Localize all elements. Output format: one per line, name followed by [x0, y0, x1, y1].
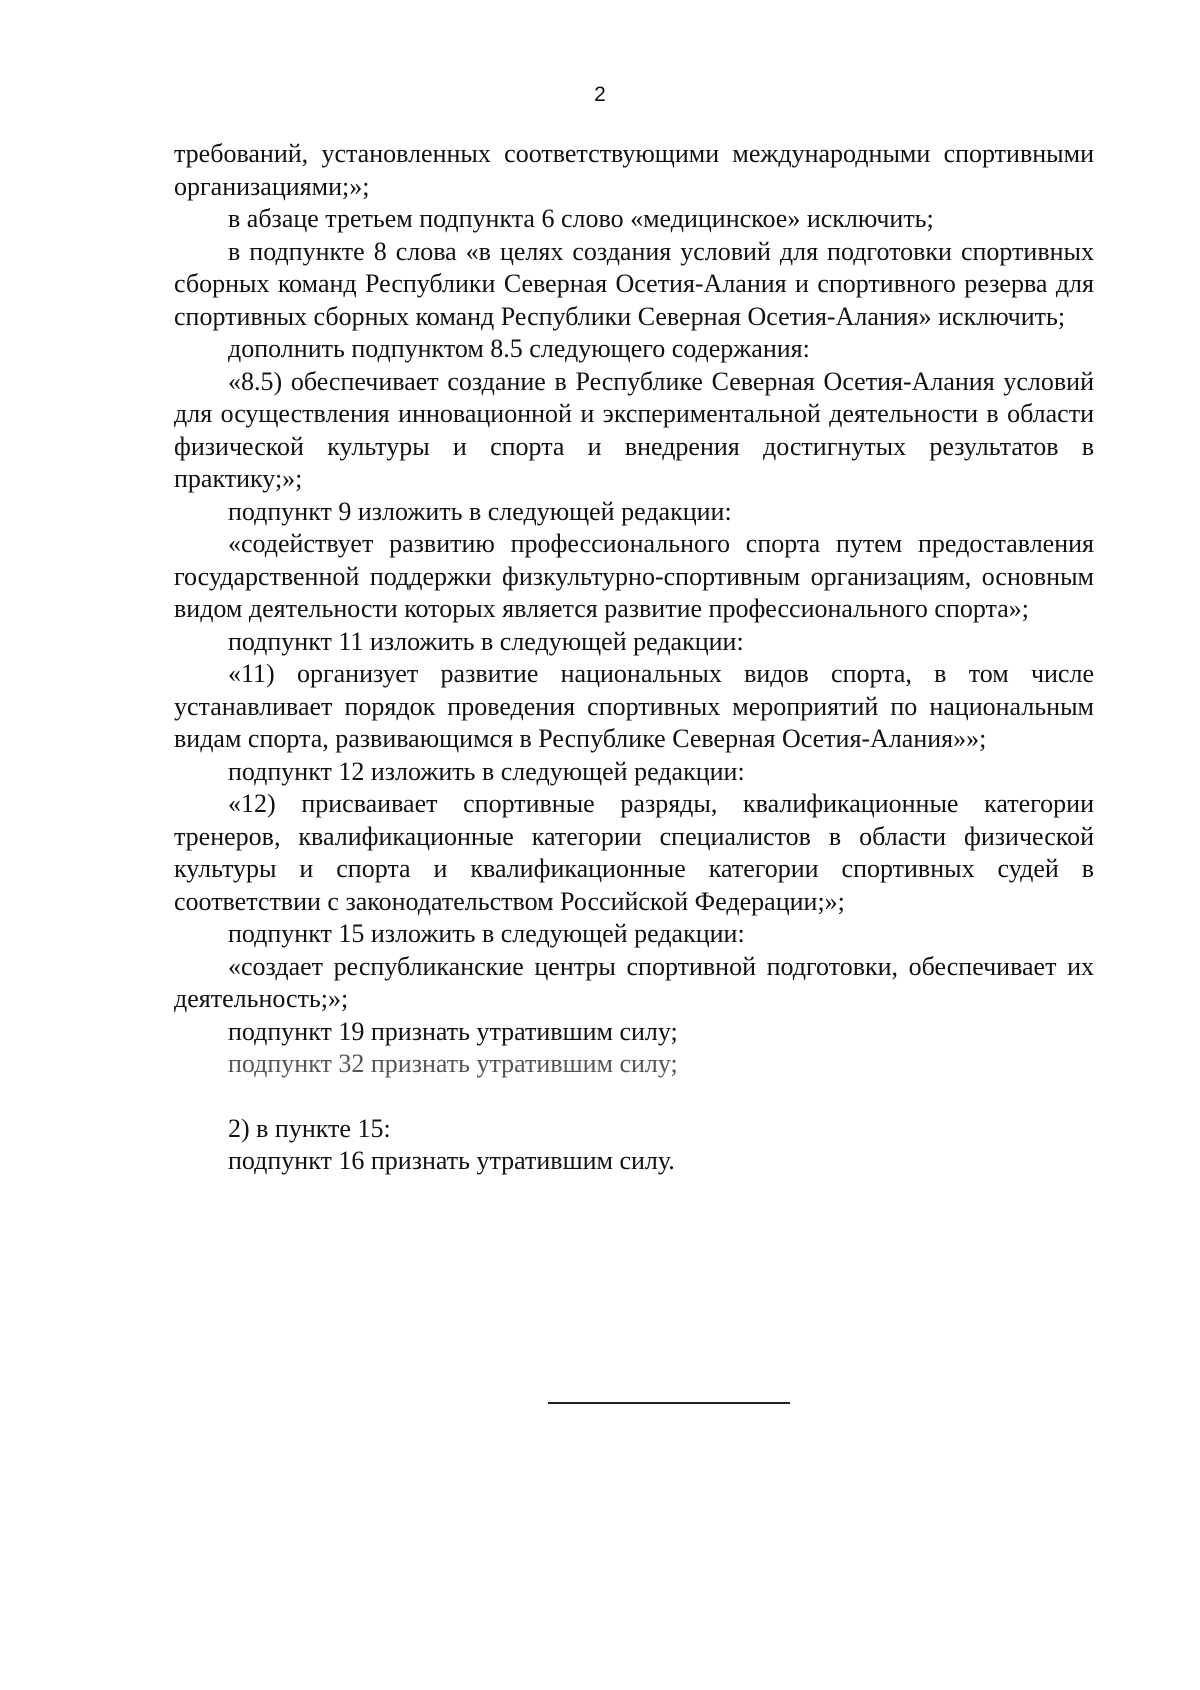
paragraph-subpoint-6-amendment: в абзаце третьем подпункта 6 слово «медицинское» исключить;: [228, 204, 934, 233]
paragraph-subpoint-32-repeal: подпункт 32 признать утратившим силу;: [228, 1049, 678, 1078]
paragraph-subpoint-8-5-text: «8.5) обеспечивает создание в Республике Северная Осетия-Алания условий для осуществления инновационной и экспериментальной деятельности в области физической культуры и спорта и внедрения достигнутых результатов в практику;»;: [174, 366, 1094, 493]
paragraph-subpoint-15-intro: подпункт 15 изложить в следующей редакции:: [228, 919, 745, 948]
document-body: [174, 138, 1094, 1178]
paragraph-continuation: требований, установленных соответствующими международными спортивными организациями;»;: [174, 139, 1094, 201]
page-number: 2: [594, 83, 606, 106]
end-of-document-line: [548, 1402, 790, 1404]
paragraph-subpoint-12-text: «12) присваивает спортивные разряды, квалификационные категории тренеров, квалификационные категории специалистов в области физической культуры и спорта и квалификационные категории спортивных судей в соответствии с законодательством Российской Федерации;»;: [174, 789, 1094, 916]
paragraph-subpoint-11-intro: подпункт 11 изложить в следующей редакции:: [228, 626, 744, 656]
paragraph-add-subpoint-8-5: дополнить подпунктом 8.5 следующего содержания:: [228, 334, 810, 363]
paragraph-subpoint-11-text: «11) организует развитие национальных видов спорта, в том числе устанавливает порядок проведения спортивных мероприятий по национальным видам спорта, развивающимся в Республике Северная Осетия-Алания»»;: [174, 659, 1094, 753]
paragraph-subpoint-19-repeal: подпункт 19 признать утратившим силу;: [228, 1016, 678, 1046]
paragraph-subpoint-8-amendment: в подпункте 8 слова «в целях создания условий для подготовки спортивных сборных команд Республики Северная Осетия-Алания и спортивного резерва для спортивных сборных команд Республики Северная Осетия-Алания» исключить;: [174, 236, 1094, 331]
paragraph-subpoint-16-repeal: подпункт 16 признать утратившим силу.: [228, 1146, 675, 1175]
paragraph-subpoint-9-intro: подпункт 9 изложить в следующей редакции:: [228, 496, 732, 526]
paragraph-point-15-heading: 2) в пункте 15:: [228, 1113, 391, 1143]
paragraph-subpoint-9-text: «содействует развитию профессионального спорта путем предоставления государственной поддержки физкультурно-спортивным организациям, основным видом деятельности которых является развитие профессионального спорта»;: [174, 529, 1094, 623]
paragraph-subpoint-12-intro: подпункт 12 изложить в следующей редакции:: [228, 756, 745, 786]
paragraph-subpoint-15-text: «создает республиканские центры спортивной подготовки, обеспечивает их деятельность;»;: [174, 951, 1094, 1013]
